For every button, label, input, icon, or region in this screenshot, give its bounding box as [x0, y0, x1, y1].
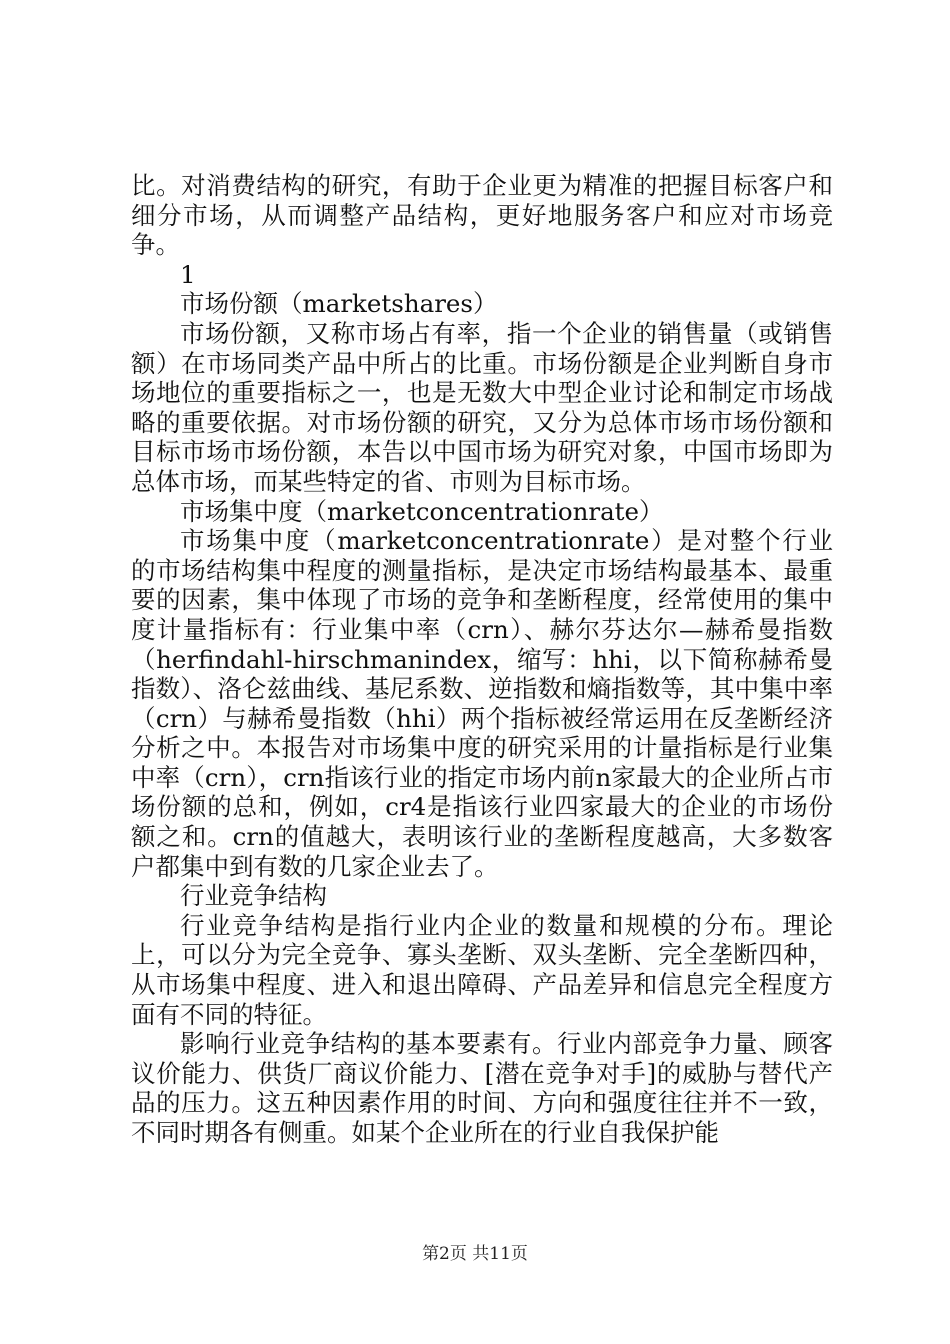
paragraph: 市场份额，又称市场占有率，指一个企业的销售量（或销售额）在市场同类产品中所占的比重。市场份额是企业判断自身市场地位的重要指标之一，也是无数大中型企业讨论和制定市场战略的重要依据。对市场份额的研究，又分为总体市场市场份额和目标市场市场份额，本告以中国市场为研究对象，中国市场即为总体市场，而某些特定的省、市则为目标市场。: [131, 318, 833, 496]
body-text: [131, 171, 833, 1148]
paragraph: 行业竞争结构是指行业内企业的数量和规模的分布。理论上，可以分为完全竞争、寡头垄断、双头垄断、完全垄断四种，从市场集中程度、进入和退出障碍、产品差异和信息完全程度方面有不同的特征。: [131, 910, 833, 1029]
paragraph: 比。对消费结构的研究，有助于企业更为精准的把握目标客户和细分市场，从而调整产品结构，更好地服务客户和应对市场竞争。: [131, 171, 833, 260]
paragraph: 影响行业竞争结构的基本要素有。行业内部竞争力量、顾客议价能力、供货厂商议价能力、[潜在竞争对手]的威胁与替代产品的压力。这五种因素作用的时间、方向和强度往往并不一致，不同时期各有侧重。如某个企业所在的行业自我保护能: [131, 1029, 833, 1147]
paragraph: 市场份额（marketshares）: [180, 289, 498, 319]
paragraph: 市场集中度（marketconcentrationrate）是对整个行业的市场结构集中程度的测量指标，是决定市场结构最基本、最重要的因素，集中体现了市场的竞争和垄断程度，经常使用的集中度计量指标有：行业集中率（crn）、赫尔芬达尔—赫希曼指数（herfindahl-hirschmanindex，缩写：hhi，以下简称赫希曼指数）、洛仑兹曲线、基尼系数、逆指数和熵指数等，其中集中率（crn）与赫希曼指数（hhi）两个指标被经常运用在反垄断经济分析之中。本报告对市场集中度的研究采用的计量指标是行业集中率（crn），crn指该行业的指定市场内前n家最大的企业所占市场份额的总和，例如，cr4是指该行业四家最大的企业的市场份额之和。crn的值越大，表明该行业的垄断程度越高，大多数客户都集中到有数的几家企业去了。: [131, 526, 833, 881]
page-footer: 第2页 共11页: [422, 1244, 528, 1264]
paragraph: 市场集中度（marketconcentrationrate）: [180, 496, 664, 526]
paragraph: 行业竞争结构: [180, 881, 327, 911]
paragraph: 1: [180, 259, 196, 289]
